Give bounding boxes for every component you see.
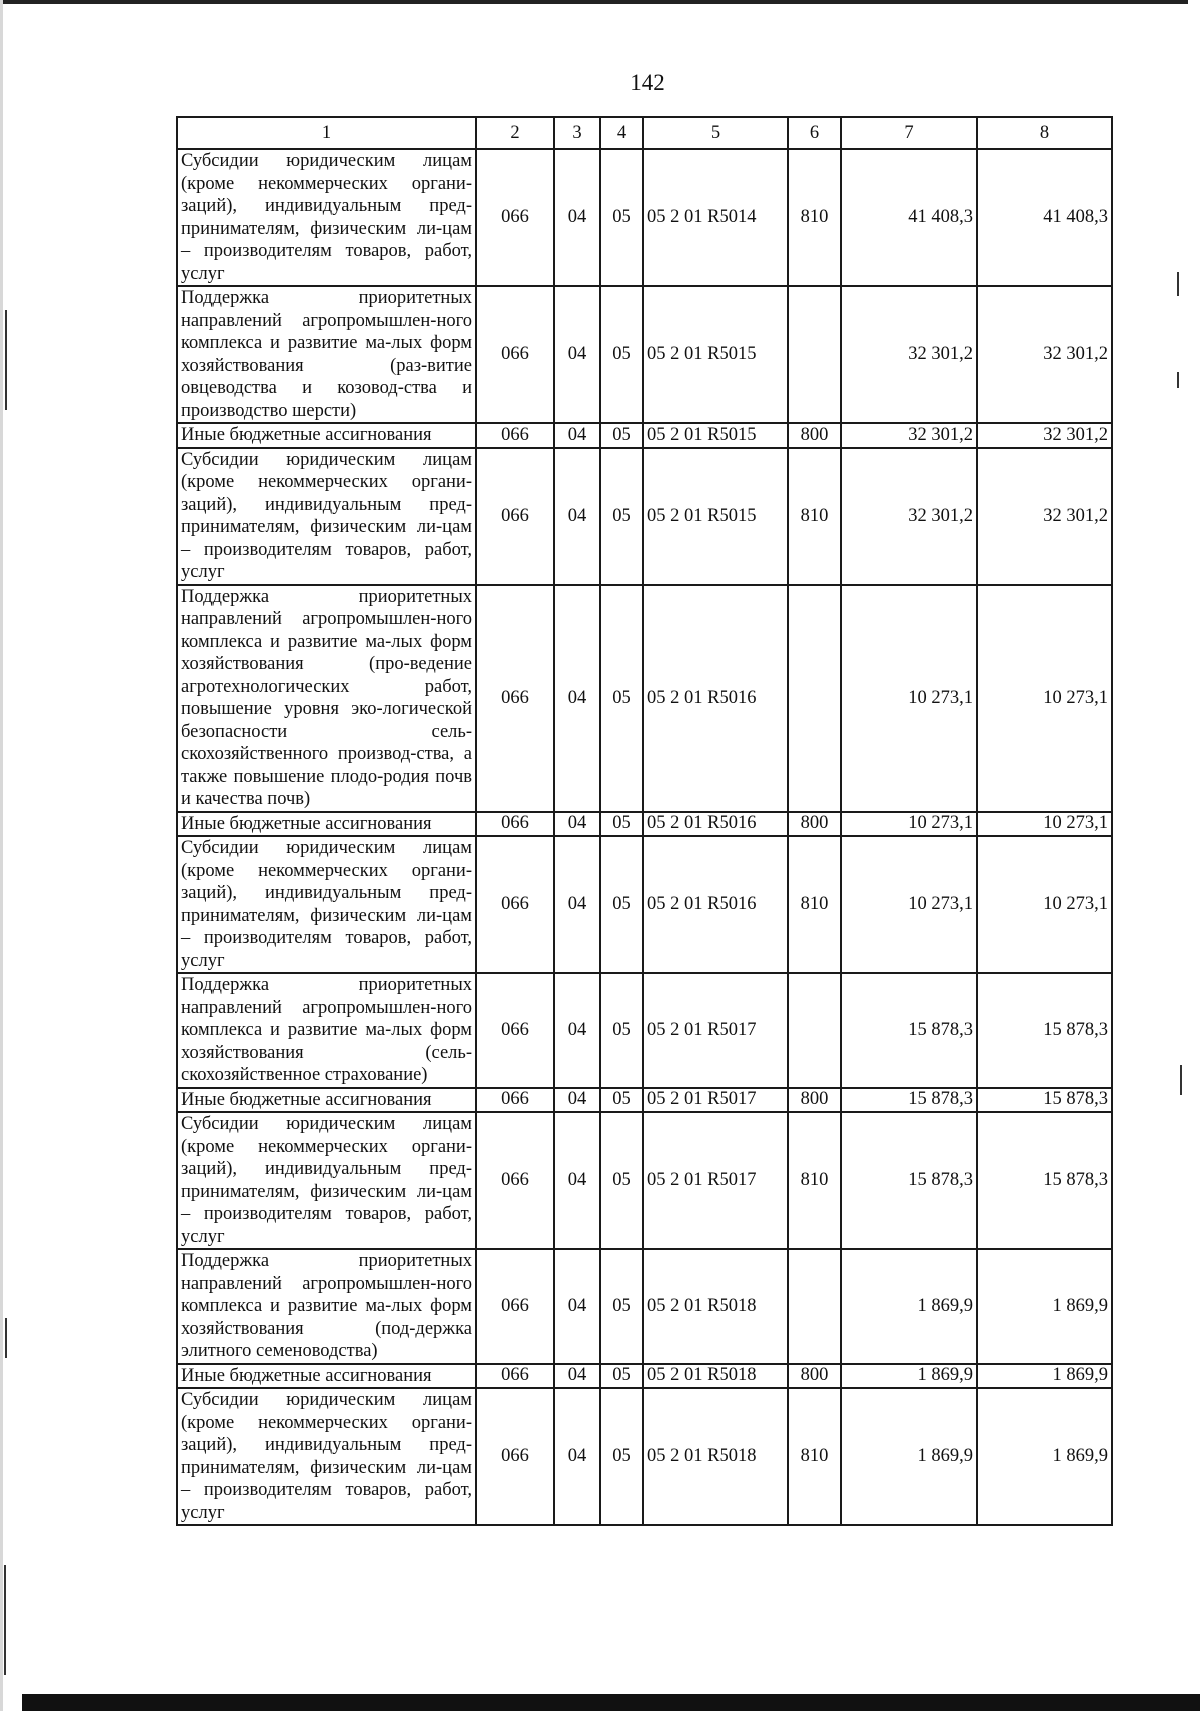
subsection-code-cell: 05 (600, 1112, 643, 1249)
expense-type-cell: 810 (788, 836, 841, 973)
subsection-code-cell: 05 (600, 1364, 643, 1389)
table-row (177, 836, 1112, 973)
expense-name-cell: Поддержка приоритетных направлений агропромышлен-ного комплекса и развитие ма-лых форм хозяйствования (про-ведение агротехнологических работ, повышение уровня эко-логической безопасности сель-скохозяйственного производ-ства, а также повышение плодо-родия почв и качества почв) (177, 585, 476, 812)
section-code-cell: 04 (554, 1388, 600, 1525)
subsection-code-cell: 05 (600, 1088, 643, 1113)
amount-cell: 1 869,9 (977, 1364, 1112, 1389)
amount-cell: 32 301,2 (977, 286, 1112, 423)
section-code-cell: 04 (554, 1249, 600, 1364)
expense-name-cell: Субсидии юридическим лицам (кроме некоммерческих органи-заций), индивидуальным пред-принимателям, физическим ли-цам – производителям товаров, работ, услуг (177, 1388, 476, 1525)
target-article-cell: 05 2 01 R5017 (643, 1112, 788, 1249)
amount-cell: 32 301,2 (841, 448, 977, 585)
expense-type-cell: 800 (788, 423, 841, 448)
expense-name-cell: Субсидии юридическим лицам (кроме некоммерческих органи-заций), индивидуальным пред-принимателям, физическим ли-цам – производителям товаров, работ, услуг (177, 1112, 476, 1249)
section-code-cell: 04 (554, 973, 600, 1088)
column-header: 6 (788, 117, 841, 149)
section-code-cell: 04 (554, 585, 600, 812)
page-number: 142 (630, 70, 665, 95)
subsection-code-cell: 05 (600, 286, 643, 423)
target-article-cell: 05 2 01 R5018 (643, 1364, 788, 1389)
ministry-code-cell: 066 (476, 836, 554, 973)
column-header: 5 (643, 117, 788, 149)
expense-name-cell: Поддержка приоритетных направлений агропромышлен-ного комплекса и развитие ма-лых форм хозяйствования (сель-скохозяйственное страхование) (177, 973, 476, 1088)
scan-edge-mark (4, 1565, 6, 1675)
target-article-cell: 05 2 01 R5016 (643, 836, 788, 973)
amount-cell: 15 878,3 (977, 973, 1112, 1088)
expense-type-cell: 800 (788, 1364, 841, 1389)
ministry-code-cell: 066 (476, 423, 554, 448)
expense-type-cell (788, 585, 841, 812)
table-row (177, 973, 1112, 1088)
table-row (177, 1112, 1112, 1249)
scan-edge-mark (5, 1318, 7, 1358)
target-article-cell: 05 2 01 R5016 (643, 585, 788, 812)
section-code-cell: 04 (554, 448, 600, 585)
scan-border-bottom (22, 1694, 1200, 1711)
section-code-cell: 04 (554, 1088, 600, 1113)
subsection-code-cell: 05 (600, 1249, 643, 1364)
ministry-code-cell: 066 (476, 448, 554, 585)
target-article-cell: 05 2 01 R5018 (643, 1249, 788, 1364)
ministry-code-cell: 066 (476, 149, 554, 286)
amount-cell: 32 301,2 (977, 423, 1112, 448)
amount-cell: 15 878,3 (841, 1112, 977, 1249)
subsection-code-cell: 05 (600, 423, 643, 448)
subsection-code-cell: 05 (600, 812, 643, 837)
section-code-cell: 04 (554, 1364, 600, 1389)
scan-border-left (0, 0, 3, 1711)
subsection-code-cell: 05 (600, 448, 643, 585)
amount-cell: 10 273,1 (977, 812, 1112, 837)
amount-cell: 1 869,9 (841, 1364, 977, 1389)
target-article-cell: 05 2 01 R5017 (643, 1088, 788, 1113)
table-header-row (177, 117, 1112, 149)
amount-cell: 10 273,1 (841, 812, 977, 837)
ministry-code-cell: 066 (476, 1112, 554, 1249)
expense-type-cell (788, 1249, 841, 1364)
budget-table (176, 116, 1113, 1526)
target-article-cell: 05 2 01 R5015 (643, 448, 788, 585)
amount-cell: 15 878,3 (977, 1088, 1112, 1113)
subsection-code-cell: 05 (600, 149, 643, 286)
amount-cell: 32 301,2 (841, 423, 977, 448)
amount-cell: 32 301,2 (977, 448, 1112, 585)
target-article-cell: 05 2 01 R5015 (643, 286, 788, 423)
amount-cell: 10 273,1 (977, 585, 1112, 812)
expense-name-cell: Субсидии юридическим лицам (кроме некоммерческих органи-заций), индивидуальным пред-принимателям, физическим ли-цам – производителям товаров, работ, услуг (177, 448, 476, 585)
amount-cell: 1 869,9 (977, 1249, 1112, 1364)
section-code-cell: 04 (554, 149, 600, 286)
column-header: 2 (476, 117, 554, 149)
expense-name-cell: Поддержка приоритетных направлений агропромышлен-ного комплекса и развитие ма-лых форм хозяйствования (под-держка элитного семеноводства) (177, 1249, 476, 1364)
subsection-code-cell: 05 (600, 973, 643, 1088)
target-article-cell: 05 2 01 R5015 (643, 423, 788, 448)
expense-type-cell (788, 286, 841, 423)
scan-edge-mark (1180, 1065, 1182, 1095)
expense-type-cell: 810 (788, 1388, 841, 1525)
amount-cell: 10 273,1 (841, 585, 977, 812)
column-header: 8 (977, 117, 1112, 149)
expense-type-cell (788, 973, 841, 1088)
expense-type-cell: 810 (788, 1112, 841, 1249)
expense-type-cell: 800 (788, 1088, 841, 1113)
expense-name-cell: Субсидии юридическим лицам (кроме некоммерческих органи-заций), индивидуальным пред-принимателям, физическим ли-цам – производителям товаров, работ, услуг (177, 836, 476, 973)
expense-type-cell: 810 (788, 448, 841, 585)
expense-name-cell: Иные бюджетные ассигнования (177, 423, 476, 448)
column-header: 4 (600, 117, 643, 149)
target-article-cell: 05 2 01 R5016 (643, 812, 788, 837)
section-code-cell: 04 (554, 286, 600, 423)
ministry-code-cell: 066 (476, 286, 554, 423)
ministry-code-cell: 066 (476, 812, 554, 837)
amount-cell: 32 301,2 (841, 286, 977, 423)
ministry-code-cell: 066 (476, 1364, 554, 1389)
table-row (177, 812, 1112, 837)
subsection-code-cell: 05 (600, 1388, 643, 1525)
target-article-cell: 05 2 01 R5017 (643, 973, 788, 1088)
amount-cell: 10 273,1 (841, 836, 977, 973)
amount-cell: 1 869,9 (841, 1249, 977, 1364)
table-row (177, 423, 1112, 448)
ministry-code-cell: 066 (476, 585, 554, 812)
expense-type-cell: 800 (788, 812, 841, 837)
amount-cell: 41 408,3 (841, 149, 977, 286)
amount-cell: 1 869,9 (977, 1388, 1112, 1525)
table-row (177, 1388, 1112, 1525)
expense-name-cell: Иные бюджетные ассигнования (177, 1364, 476, 1389)
expense-name-cell: Субсидии юридическим лицам (кроме некоммерческих органи-заций), индивидуальным пред-принимателям, физическим ли-цам – производителям товаров, работ, услуг (177, 149, 476, 286)
expense-name-cell: Поддержка приоритетных направлений агропромышлен-ного комплекса и развитие ма-лых форм хозяйствования (раз-витие овцеводства и козовод-ства и производство шерсти) (177, 286, 476, 423)
section-code-cell: 04 (554, 836, 600, 973)
ministry-code-cell: 066 (476, 1088, 554, 1113)
ministry-code-cell: 066 (476, 1388, 554, 1525)
amount-cell: 15 878,3 (977, 1112, 1112, 1249)
target-article-cell: 05 2 01 R5014 (643, 149, 788, 286)
table-row (177, 286, 1112, 423)
subsection-code-cell: 05 (600, 585, 643, 812)
amount-cell: 41 408,3 (977, 149, 1112, 286)
table-row (177, 448, 1112, 585)
section-code-cell: 04 (554, 1112, 600, 1249)
table-row (177, 149, 1112, 286)
scan-edge-mark (1177, 372, 1179, 388)
amount-cell: 10 273,1 (977, 836, 1112, 973)
amount-cell: 1 869,9 (841, 1388, 977, 1525)
table-row (177, 1249, 1112, 1364)
target-article-cell: 05 2 01 R5018 (643, 1388, 788, 1525)
scan-border-top (0, 0, 1188, 4)
column-header: 3 (554, 117, 600, 149)
scan-edge-mark (5, 310, 7, 410)
expense-name-cell: Иные бюджетные ассигнования (177, 812, 476, 837)
table-row (177, 585, 1112, 812)
ministry-code-cell: 066 (476, 1249, 554, 1364)
table-row (177, 1364, 1112, 1389)
expense-type-cell: 810 (788, 149, 841, 286)
table-row (177, 1088, 1112, 1113)
section-code-cell: 04 (554, 812, 600, 837)
amount-cell: 15 878,3 (841, 973, 977, 1088)
section-code-cell: 04 (554, 423, 600, 448)
amount-cell: 15 878,3 (841, 1088, 977, 1113)
subsection-code-cell: 05 (600, 836, 643, 973)
column-header: 1 (177, 117, 476, 149)
column-header: 7 (841, 117, 977, 149)
expense-name-cell: Иные бюджетные ассигнования (177, 1088, 476, 1113)
ministry-code-cell: 066 (476, 973, 554, 1088)
scan-edge-mark (1177, 272, 1179, 296)
